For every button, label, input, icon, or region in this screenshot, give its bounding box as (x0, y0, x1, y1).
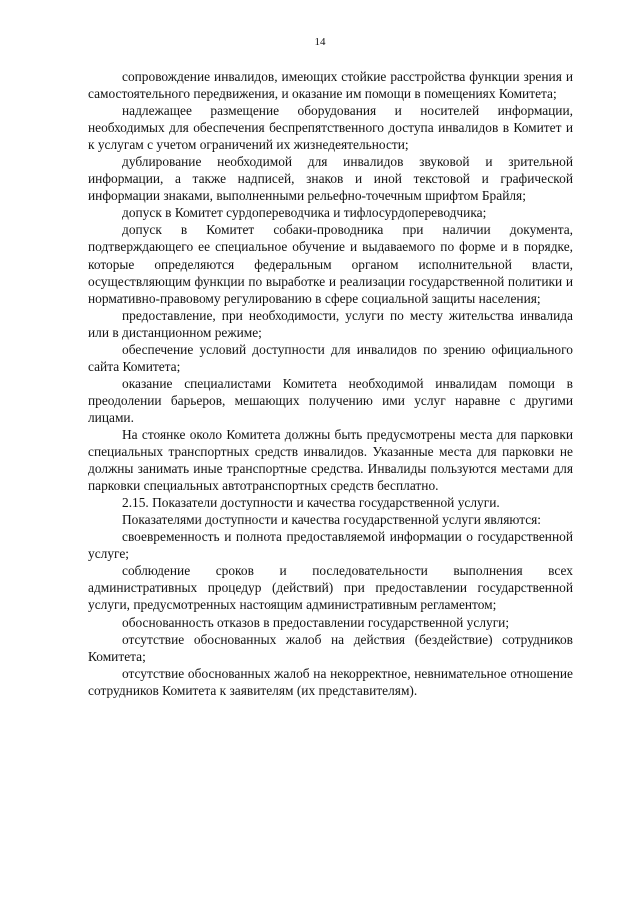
paragraph: сопровождение инвалидов, имеющих стойкие расстройства функции зрения и самостоятельного передвижения, и оказание им помощи в помещениях Комитета; (88, 69, 573, 102)
paragraph: Показателями доступности и качества государственной услуги являются: (122, 512, 542, 528)
section-heading: 2.15. Показатели доступности и качества государственной услуги. (122, 495, 500, 511)
paragraph: предоставление, при необходимости, услуги по месту жительства инвалида или в дистанционном режиме; (88, 307, 573, 340)
paragraph: отсутствие обоснованных жалоб на действия (бездействие) сотрудников Комитета; (88, 631, 573, 664)
paragraph: оказание специалистами Комитета необходимой инвалидам помощи в преодолении барьеров, мешающих получению ими услуг наравне с другими лицами. (88, 375, 573, 425)
paragraph: надлежащее размещение оборудования и носителей информации, необходимых для обеспечения беспрепятственного доступа инвалидов в Комитет и к услугам с учетом ограничений их жизнедеятельности; (88, 103, 573, 153)
paragraph: обоснованность отказов в предоставлении государственной услуги; (122, 614, 510, 630)
paragraph: допуск в Комитет собаки-проводника при наличии документа, подтверждающего ее специальное обучение и выдаваемого по форме и в порядке, которые определяются федеральным органом исполнительной власти, осуществляющим функции по выработке и реализации государственной политики и нормативно-правовому регулированию в сфере социальной защиты населения; (88, 222, 573, 306)
paragraph: соблюдение сроков и последовательности выполнения всех административных процедур (действий) при предоставлении государственной услуги, предусмотренных настоящим административным регламентом; (88, 563, 573, 613)
paragraph: своевременность и полнота предоставляемой информации о государственной услуге; (88, 529, 573, 562)
paragraph: дублирование необходимой для инвалидов звуковой и зрительной информации, а также надписей, знаков и иной текстовой и графической информации знаками, выполненными рельефно-точечным шрифтом Брайля; (88, 154, 573, 204)
document-body (88, 68, 573, 699)
paragraph: На стоянке около Комитета должны быть предусмотрены места для парковки специальных транспортных средств инвалидов. Указанные места для парковки не должны занимать иные транспортные средства. Инвалиды пользуются местами для парковки специальных автотранспортных средств бесплатно. (88, 426, 573, 494)
page-number: 14 (314, 36, 326, 48)
paragraph: обеспечение условий доступности для инвалидов по зрению официального сайта Комитета; (88, 341, 573, 374)
paragraph: допуск в Комитет сурдопереводчика и тифлосурдопереводчика; (122, 205, 487, 221)
paragraph: отсутствие обоснованных жалоб на некорректное, невнимательное отношение сотрудников Комитета к заявителям (их представителям). (88, 665, 573, 698)
